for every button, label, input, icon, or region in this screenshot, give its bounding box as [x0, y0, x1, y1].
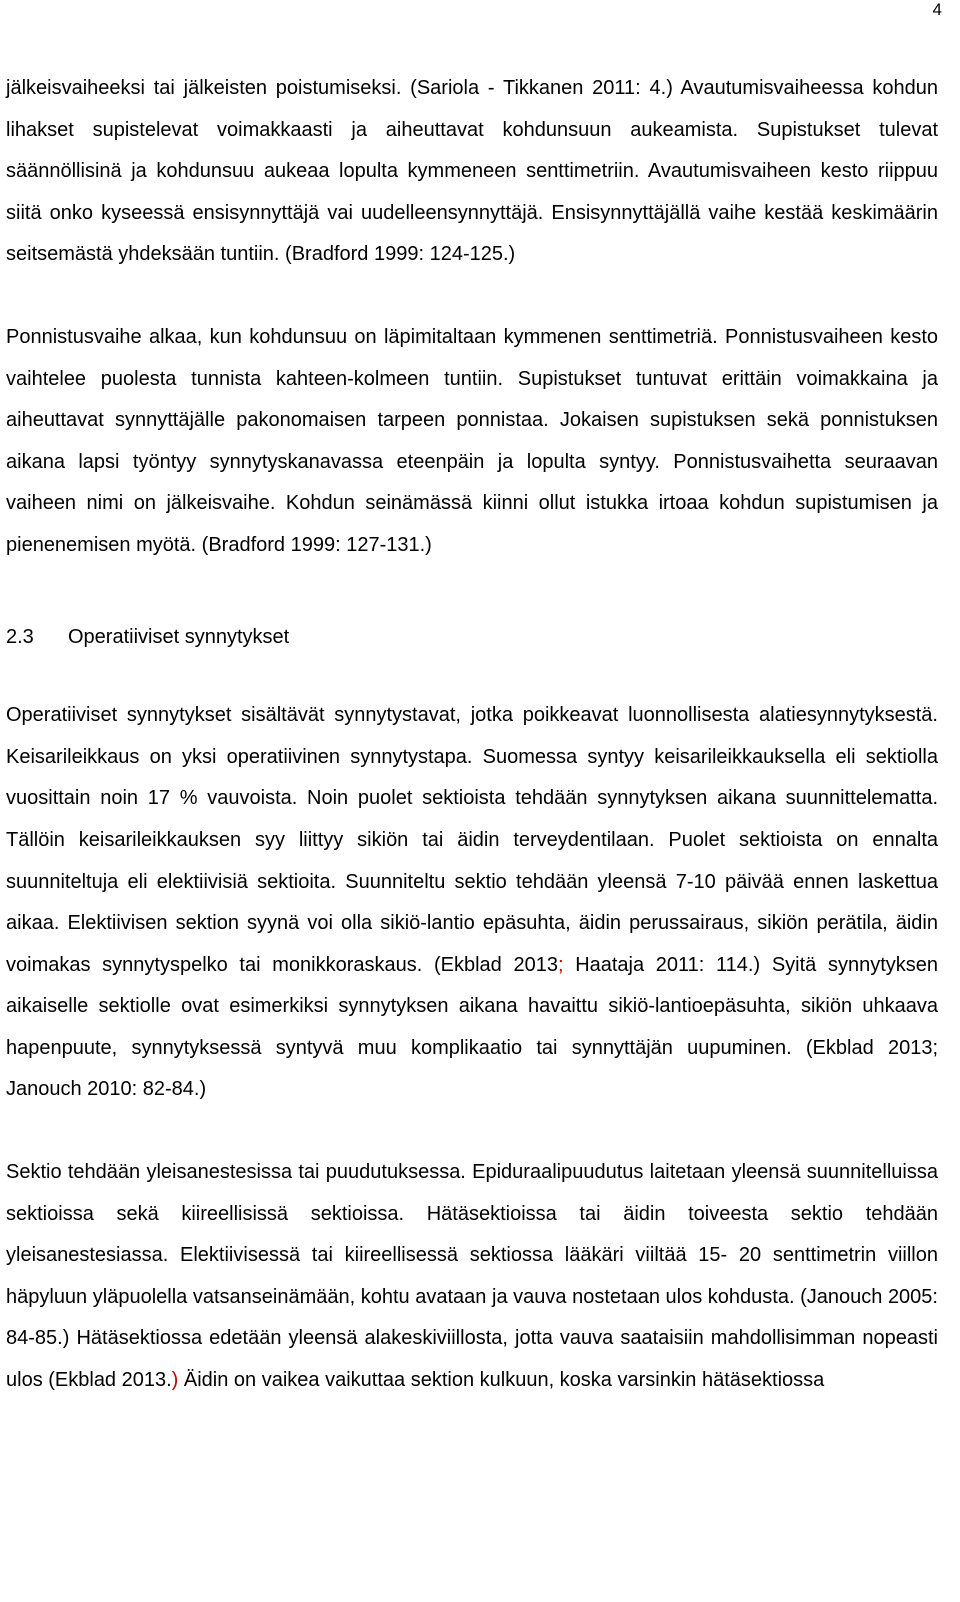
- section-heading: [6, 617, 938, 659]
- paragraph-1: jälkeisvaiheeksi tai jälkeisten poistumiseksi. (Sariola - Tikkanen 2011: 4.) Avautumisvaiheessa kohdun lihakset supistelevat voimakkaasti ja aiheuttavat kohdunsuun aukeamista. Supistukset tulevat säännöllisinä ja kohdunsuu aukeaa lopulta kymmeneen senttimetriin. Avautumisvaiheen kesto riippuu siitä onko kyseessä ensisynnyttäjä vai uudelleensynnyttäjä. Ensisynnyttäjällä vaihe kestää keskimäärin seitsemästä yhdeksään tuntiin. (Bradford 1999: 124-125.): [6, 77, 938, 266]
- paragraph-4: [6, 1152, 938, 1402]
- paragraph-gap: [6, 1111, 938, 1152]
- paragraph-3-part-2: Haataja 2011: 114.) Syitä synnytyksen aikaiselle sektiolle ovat esimerkiksi synnytyksen aikana havaittu sikiö-lantioepäsuhta, sikiön uhkaava hapenpuute, synnytyksessä syntyvä muu komplikaatio tai synnyttäjän uupuminen. (Ekblad 2013; Janouch 2010: 82-84.): [6, 953, 938, 1101]
- paragraph-2: Ponnistusvaihe alkaa, kun kohdunsuu on läpimitaltaan kymmenen senttimetriä. Ponnistusvaiheen kesto vaihtelee puolesta tunnista kahteen-kolmeen tuntiin. Supistukset tuntuvat erittäin voimakkaina ja aiheuttavat synnyttäjälle pakonomaisen tarpeen ponnistaa. Jokaisen supistuksen sekä ponnistuksen aikana lapsi työntyy synnytyskanavassa eteenpäin ja lopulta syntyy. Ponnistusvaihetta seuraavan vaiheen nimi on jälkeisvaihe. Kohdun seinämässä kiinni ollut istukka irtoaa kohdun supistumisen ja pienenemisen myötä. (Bradford 1999: 127-131.): [6, 325, 938, 556]
- paragraph-4-part-2: Äidin on vaikea vaikuttaa sektion kulkuun, koska varsinkin hätäsektiossa: [178, 1369, 825, 1392]
- heading-gap: [6, 658, 938, 695]
- paragraph-3: [6, 695, 938, 1111]
- section-gap: [6, 567, 938, 617]
- highlighted-semicolon: ;: [557, 953, 564, 976]
- paragraph-gap: [6, 276, 938, 317]
- highlighted-parenthesis: ): [171, 1369, 179, 1392]
- document-body: [6, 68, 938, 1402]
- section-title: Operatiiviset synnytykset: [68, 625, 290, 648]
- paragraph-4-part-1: Sektio tehdään yleisanestesissa tai puudutuksessa. Epiduraalipuudutus laitetaan yleensä suunnitelluissa sektioissa sekä kiireellisissä sektioissa. Hätäsektioissa tai äidin toiveesta sektio tehdään yleisanestesiassa. Elektiivisessä tai kiireellisessä sektiossa lääkäri viiltää 15- 20 senttimetrin viillon häpyluun yläpuolella vatsanseinämään, kohtu avataan ja vauva nostetaan ulos kohdusta. (Janouch 2005: 84-85.) Hätäsektiossa edetään yleensä alakeskiviillosta, jotta vauva saataisiin mahdollisimman nopeasti ulos (Ekblad 2013.: [6, 1161, 938, 1392]
- page-number: 4: [932, 0, 942, 19]
- section-number: 2.3: [6, 625, 34, 648]
- paragraph-3-part-1: Operatiiviset synnytykset sisältävät synnytystavat, jotka poikkeavat luonnollisesta alatiesynnytyksestä. Keisarileikkaus on yksi operatiivinen synnytystapa. Suomessa syntyy keisarileikkauksella eli sektiolla vuosittain noin 17 % vauvoista. Noin puolet sektioista tehdään synnytyksen aikana suunnittelematta. Tällöin keisarileikkauksen syy liittyy sikiön tai äidin terveydentilaan. Puolet sektioista on ennalta suunniteltuja eli elektiivisiä sektioita. Suunniteltu sektio tehdään yleensä 7-10 päivää ennen laskettua aikaa. Elektiivisen sektion syynä voi olla sikiö-lantio epäsuhta, äidin perussairaus, sikiön perätila, äidin voimakas synnytyspelko tai monikkoraskaus. (Ekblad 2013: [6, 704, 938, 976]
